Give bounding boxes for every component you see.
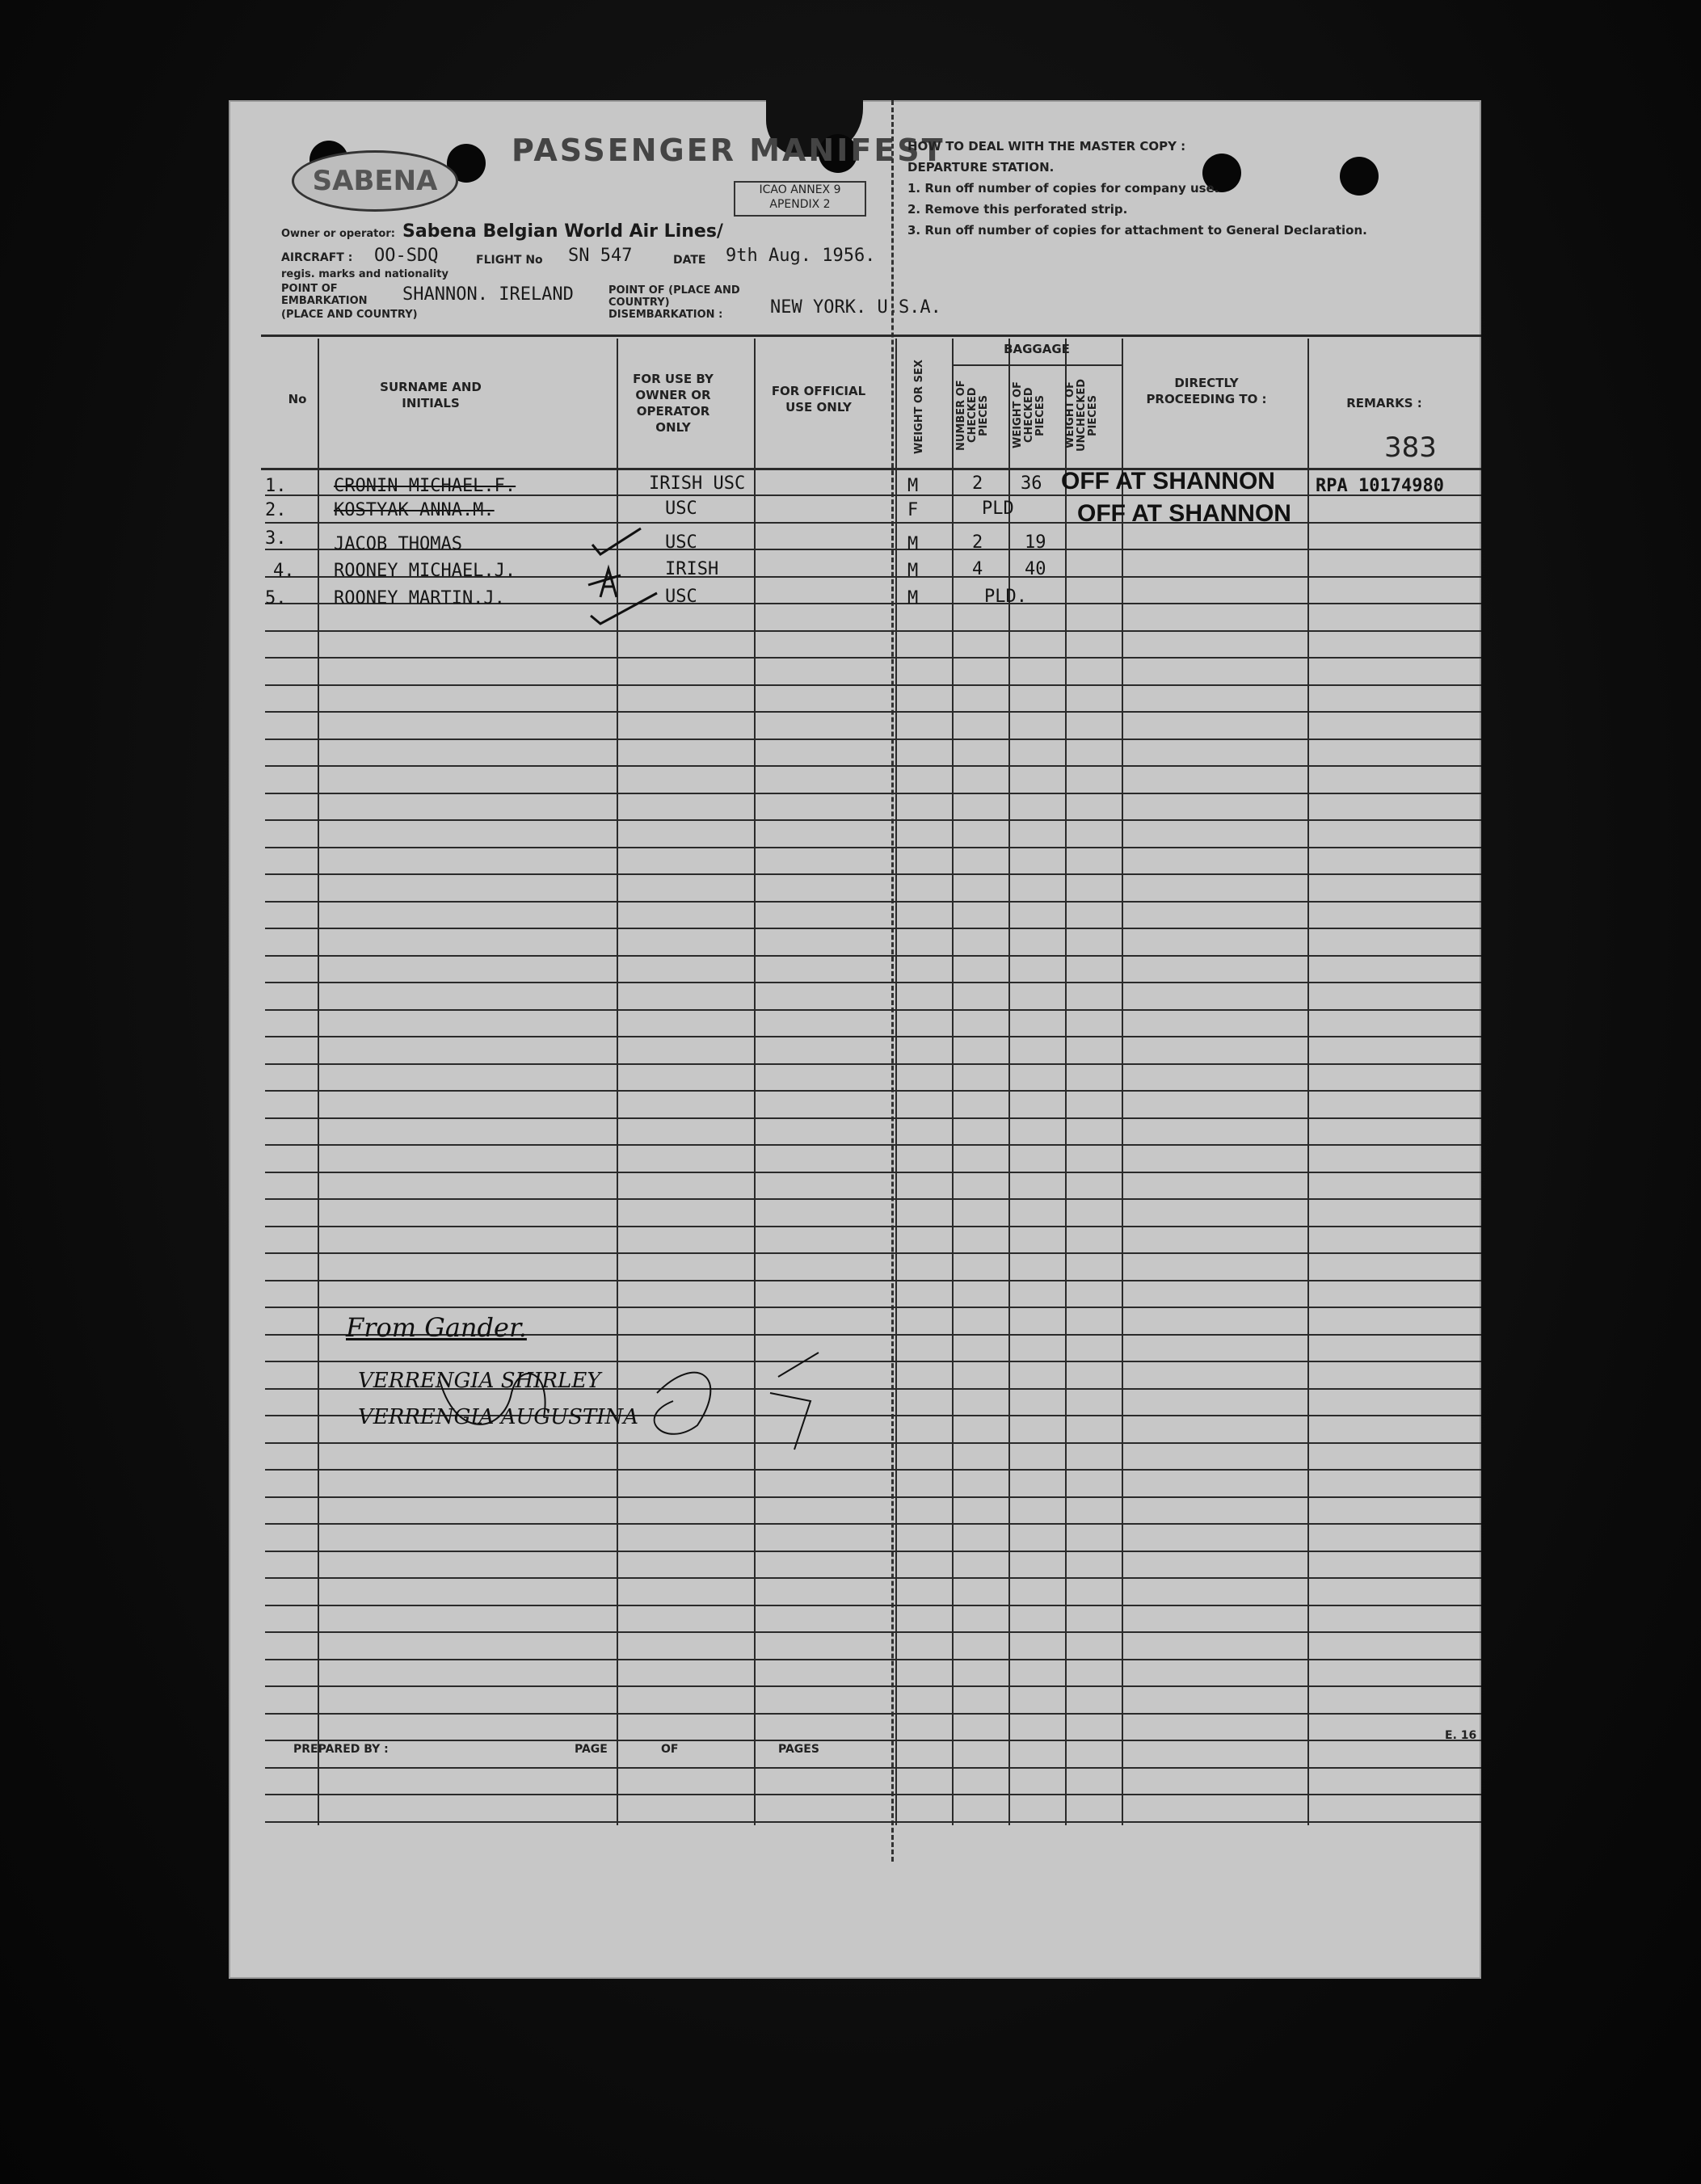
table-row-rule — [265, 982, 1481, 983]
table-column-rule — [1008, 339, 1010, 1825]
header-no: No — [288, 392, 307, 406]
table-row-rule — [265, 1740, 1481, 1741]
header-num-checked: NUMBER OF CHECKED PIECES — [955, 380, 990, 451]
row-no: 5. — [265, 588, 287, 608]
table-row-rule — [265, 793, 1481, 794]
page-label: PAGE — [575, 1743, 608, 1756]
table-row-rule — [265, 1469, 1481, 1471]
embark-value: SHANNON. IRELAND — [402, 284, 574, 305]
prepared-by-label: PREPARED BY : — [293, 1743, 389, 1756]
table-row-rule — [265, 1685, 1481, 1687]
table-column-rule — [318, 339, 319, 1825]
header-weight-checked: WEIGHT OF CHECKED PIECES — [1012, 381, 1046, 449]
embark-sub-label: (PLACE AND COUNTRY) — [281, 309, 418, 321]
off-at-shannon-stamp: OFF AT SHANNON — [1061, 468, 1275, 494]
pages-label: PAGES — [778, 1743, 819, 1756]
row-owner: USC — [665, 532, 697, 553]
row-owner: IRISH — [665, 559, 719, 579]
regis-label: regis. marks and nationality — [281, 268, 448, 280]
table-row-rule — [265, 765, 1481, 767]
disembark-label: POINT OF (PLACE AND COUNTRY) DISEMBARKATION : — [608, 284, 740, 321]
instruction-line: DEPARTURE STATION. — [907, 160, 1055, 175]
table-row-rule — [265, 522, 1481, 524]
row-owner: USC — [665, 499, 697, 519]
row-owner: USC — [665, 587, 697, 607]
table-column-rule — [1065, 339, 1067, 1825]
table-row-rule — [265, 1631, 1481, 1633]
row-sex: M — [907, 561, 919, 581]
aircraft-label: AIRCRAFT : — [281, 251, 353, 264]
row-name: ROONEY MICHAEL.J. — [334, 561, 516, 581]
table-row-rule — [265, 1117, 1481, 1119]
table-row-rule — [265, 873, 1481, 875]
row-name: JACOB THOMAS — [334, 534, 462, 554]
table-row-rule — [265, 711, 1481, 713]
header-weight-sex: WEIGHT OR SEX — [913, 360, 925, 455]
flight-value: SN 547 — [568, 246, 633, 266]
table-row-rule — [265, 1063, 1481, 1065]
row-weight: 40 — [1025, 559, 1046, 579]
form-code: E. 16 — [1445, 1729, 1477, 1742]
row-pieces: 2 — [972, 532, 983, 553]
table-row-rule — [265, 657, 1481, 659]
table-row-rule — [265, 1307, 1481, 1308]
row-no: 2. — [265, 500, 287, 520]
table-column-rule — [1122, 339, 1123, 1825]
page-title: PASSENGER MANIFEST — [512, 133, 945, 168]
table-column-rule — [1307, 339, 1309, 1825]
table-row-rule — [265, 1659, 1481, 1660]
row-no: 1. — [265, 476, 287, 496]
logo-text: SABENA — [312, 165, 438, 197]
icao-box — [734, 181, 866, 217]
manifest-page — [229, 100, 1481, 1979]
table-row-rule — [265, 1036, 1481, 1037]
row-sex: M — [907, 476, 919, 496]
table-column-rule — [952, 339, 954, 1825]
table-row-rule — [265, 819, 1481, 821]
owner-label: Owner or operator: — [281, 228, 395, 240]
row-name: CRONIN MICHAEL.F. — [334, 476, 516, 496]
row-pieces: PLD. — [984, 587, 1027, 607]
row-remarks: RPA 10174980 — [1316, 476, 1444, 496]
table-row-rule — [265, 955, 1481, 957]
row-name: ROONEY MARTIN.J. — [334, 588, 505, 608]
table-row-rule — [265, 1577, 1481, 1579]
table-row-rule — [265, 901, 1481, 903]
table-row-rule — [265, 1551, 1481, 1552]
date-value: 9th Aug. 1956. — [726, 246, 876, 266]
table-column-rule — [895, 339, 897, 1825]
row-sex: M — [907, 588, 919, 608]
header-owner-use: FOR USE BY OWNER OR OPERATOR ONLY — [633, 372, 714, 435]
header-proceeding: DIRECTLY PROCEEDING TO : — [1146, 376, 1267, 406]
embark-label: POINT OF EMBARKATION — [281, 283, 368, 307]
row-no: 4. — [273, 561, 295, 581]
row-owner: IRISH USC — [649, 473, 746, 494]
row-pieces: 2 — [972, 473, 983, 494]
date-label: DATE — [673, 254, 706, 267]
header-remarks: REMARKS : — [1346, 396, 1422, 410]
handwritten-name: VERRENGIA AUGUSTINA — [358, 1405, 639, 1429]
table-row-rule — [265, 630, 1481, 632]
table-row-rule — [265, 928, 1481, 929]
row-sex: M — [907, 534, 919, 554]
row-no: 3. — [265, 528, 287, 549]
master-copy-instructions — [907, 136, 1473, 241]
table-row-rule — [265, 1605, 1481, 1606]
row-weight: 19 — [1025, 532, 1046, 553]
table-row-rule — [265, 1172, 1481, 1173]
table-row-rule — [265, 739, 1481, 740]
header-surname: SURNAME AND INITIALS — [380, 380, 482, 410]
table-row-rule — [265, 1821, 1481, 1823]
table-header-rule — [261, 468, 1481, 470]
header-weight-unchecked: WEIGHT OF UNCHECKED PIECES — [1064, 378, 1099, 452]
header-baggage: BAGGAGE — [1004, 342, 1070, 356]
handwritten-name: VERRENGIA SHIRLEY — [358, 1369, 601, 1393]
row-name: KOSTYAK ANNA.M. — [334, 500, 495, 520]
table-row-rule — [265, 1523, 1481, 1525]
instruction-line: 2. Remove this perforated strip. — [907, 202, 1128, 217]
table-row-rule — [265, 1794, 1481, 1795]
table-row-rule — [265, 1009, 1481, 1011]
table-row-rule — [265, 1090, 1481, 1092]
table-row-rule — [265, 1767, 1481, 1769]
table-column-rule — [754, 339, 756, 1825]
instruction-line: 1. Run off number of copies for company use. — [907, 181, 1219, 196]
row-pieces: 4 — [972, 559, 983, 579]
table-row-rule — [265, 1252, 1481, 1254]
table-row-rule — [265, 1226, 1481, 1227]
baggage-header-rule — [952, 364, 1122, 366]
owner-value: Sabena Belgian World Air Lines/ — [402, 221, 723, 242]
row-pieces: PLD — [982, 499, 1014, 519]
flight-label: FLIGHT No — [476, 254, 543, 267]
remarks-number: 383 — [1384, 431, 1437, 464]
handwritten-note: From Gander. — [346, 1312, 527, 1343]
row-sex: F — [907, 500, 919, 520]
table-row-rule — [265, 1198, 1481, 1200]
header-official-use: FOR OFFICIAL USE ONLY — [771, 384, 866, 414]
aircraft-value: OO-SDQ — [374, 246, 439, 266]
check-marks — [584, 512, 681, 633]
perforation-line — [891, 100, 894, 1862]
off-at-shannon-stamp: OFF AT SHANNON — [1077, 500, 1291, 527]
sabena-logo — [292, 150, 458, 212]
icao-line: APENDIX 2 — [769, 198, 831, 211]
handwritten-scribble — [390, 1344, 843, 1458]
table-row-rule — [265, 1496, 1481, 1498]
table-top-rule — [261, 335, 1481, 337]
table-row-rule — [265, 1144, 1481, 1146]
disembark-value: NEW YORK. U.S.A. — [770, 297, 941, 318]
table-row-rule — [265, 1713, 1481, 1715]
icao-line: ICAO ANNEX 9 — [759, 183, 841, 196]
row-weight: 36 — [1021, 473, 1042, 494]
instruction-line: HOW TO DEAL WITH THE MASTER COPY : — [907, 139, 1186, 154]
table-row-rule — [265, 847, 1481, 848]
instruction-line: 3. Run off number of copies for attachment to General Declaration. — [907, 223, 1367, 238]
table-row-rule — [265, 684, 1481, 686]
table-row-rule — [265, 1280, 1481, 1281]
of-label: OF — [661, 1743, 679, 1756]
